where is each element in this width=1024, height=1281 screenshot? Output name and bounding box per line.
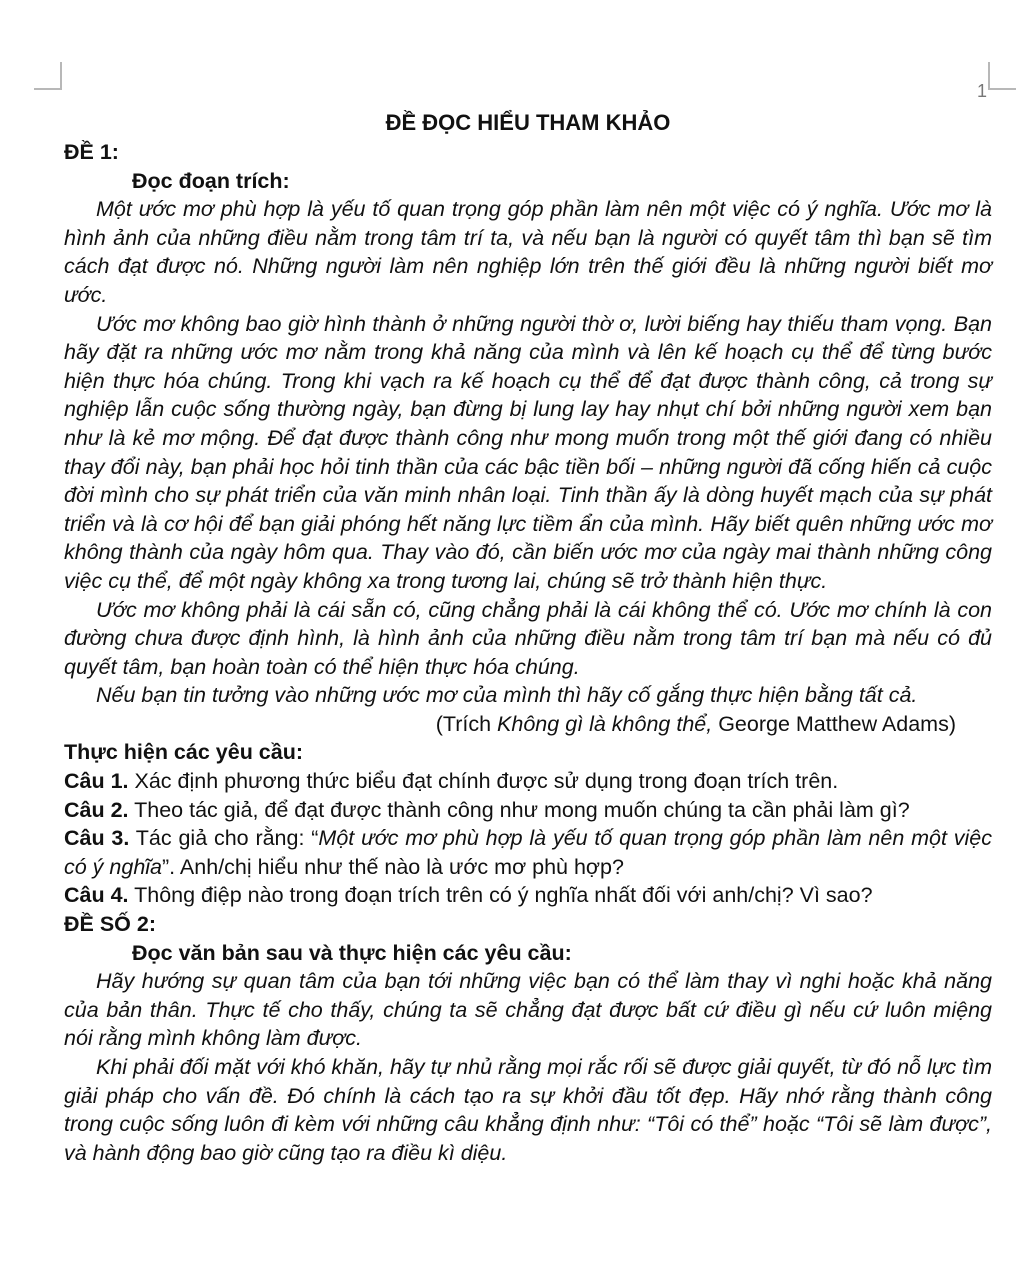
document-title: ĐỀ ĐỌC HIỂU THAM KHẢO xyxy=(385,110,671,135)
question-text: Theo tác giả, để đạt được thành công như mong muốn chúng ta cần phải làm gì? xyxy=(128,797,910,822)
passage-paragraph: Khi phải đối mặt với khó khăn, hãy tự nhủ rằng mọi rắc rối sẽ được giải quyết, từ đó nỗ lực tìm giải pháp cho vấn đề. Đó chính là cách tạo ra sự khởi đầu tốt đẹp. Hãy nhớ rằng thành công trong cuộc sống luôn đi kèm với những câu khẳng định như: “Tôi có thể” hoặc “Tôi sẽ làm được”, và hành động bao giờ cũng tạo ra điều kì diệu. xyxy=(64,1055,992,1165)
question-label: Câu 3. xyxy=(64,826,130,851)
question-text: Xác định phương thức biểu đạt chính được sử dụng trong đoạn trích trên. xyxy=(128,769,839,794)
source-open: (Trích xyxy=(435,711,498,736)
tasks-heading: Thực hiện các yêu cầu: xyxy=(64,740,304,765)
question-item xyxy=(64,796,992,825)
section-heading-de2: ĐỀ SỐ 2: xyxy=(64,912,156,937)
question-item xyxy=(64,767,992,796)
document-content xyxy=(64,108,992,1167)
question-text: Thông điệp nào trong đoạn trích trên có ý nghĩa nhất đối với anh/chị? Vì sao? xyxy=(128,883,873,908)
question-label: Câu 4. xyxy=(64,883,129,908)
question-quote: Một ước mơ phù hợp là yếu tố quan trọng góp phần làm nên một việc có ý nghĩa xyxy=(64,826,992,879)
source-author: George Matthew Adams) xyxy=(712,711,956,736)
crop-mark-top-right xyxy=(988,62,1016,90)
page-number: 1 xyxy=(977,81,988,101)
read-instruction-de2: Đọc văn bản sau và thực hiện các yêu cầu: xyxy=(132,940,572,965)
question-item xyxy=(64,881,992,910)
question-text: ”. Anh/chị hiểu như thế nào là ước mơ phù hợp? xyxy=(162,854,624,879)
section-heading-de1: ĐỀ 1: xyxy=(64,140,119,164)
passage-paragraph: Nếu bạn tin tưởng vào những ước mơ của mình thì hãy cố gắng thực hiện bằng tất cả. xyxy=(96,683,918,708)
passage-paragraph: Ước mơ không bao giờ hình thành ở những người thờ ơ, lười biếng hay thiếu tham vọng. Bạn hãy đặt ra những ước mơ nằm trong khả năng của mình và lên kế hoạch cụ thể để từng bước hiện thực hóa chúng. Trong khi vạch ra kế hoạch cụ thể để đạt được thành công, cả trong sự nghiệp lẫn cuộc sống thường ngày, bạn đừng bị lung lay hay nhụt chí bởi những người xem bạn như là kẻ mơ mộng. Để đạt được thành công như mong muốn trong một thế giới đang có nhiều thay đổi này, bạn phải học hỏi tinh thần của các bậc tiền bối – những người đã cống hiến cả cuộc đời mình cho sự phát triển của văn minh nhân loại. Tinh thần ấy là dòng huyết mạch của sự phát triển và là cơ hội để bạn giải phóng hết năng lực tiềm ẩn của mình. Hãy biết quên những ước mơ không thành của ngày hôm qua. Thay vào đó, cần biến ước mơ của ngày mai thành những công việc cụ thể, để một ngày không xa trong tương lai, chúng sẽ trở thành hiện thực. xyxy=(64,311,992,593)
passage-paragraph: Hãy hướng sự quan tâm của bạn tới những việc bạn có thể làm thay vì nghi hoặc khả năng của bản thân. Thực tế cho thấy, chúng ta sẽ chẳng đạt được bất cứ điều gì nếu cứ luôn miệng nói rằng mình không làm được. xyxy=(64,969,992,1051)
question-label: Câu 2. xyxy=(64,797,129,822)
source-citation xyxy=(64,710,992,739)
question-item xyxy=(64,824,992,881)
source-title: Không gì là không thể, xyxy=(497,711,713,736)
passage-paragraph: Một ước mơ phù hợp là yếu tố quan trọng góp phần làm nên một việc có ý nghĩa. Ước mơ là hình ảnh của những điều nằm trong tâm trí ta, và nếu bạn là người có quyết tâm thì bạn sẽ tìm cách đạt được nó. Những người làm nên nghiệp lớn trên thế giới đều là những người biết mơ ước. xyxy=(64,197,992,307)
question-label: Câu 1. xyxy=(64,769,129,794)
passage-paragraph: Ước mơ không phải là cái sẵn có, cũng chẳng phải là cái không thể có. Ước mơ chính là con đường chưa được định hình, là hình ảnh của những điều nằm trong tâm trí bạn mà nếu có đủ quyết tâm, bạn hoàn toàn có thể hiện thực hóa chúng. xyxy=(64,597,992,679)
question-text: Tác giả cho rằng: “ xyxy=(129,826,319,851)
crop-mark-top-left xyxy=(34,62,62,90)
read-instruction-de1: Đọc đoạn trích: xyxy=(132,168,290,193)
